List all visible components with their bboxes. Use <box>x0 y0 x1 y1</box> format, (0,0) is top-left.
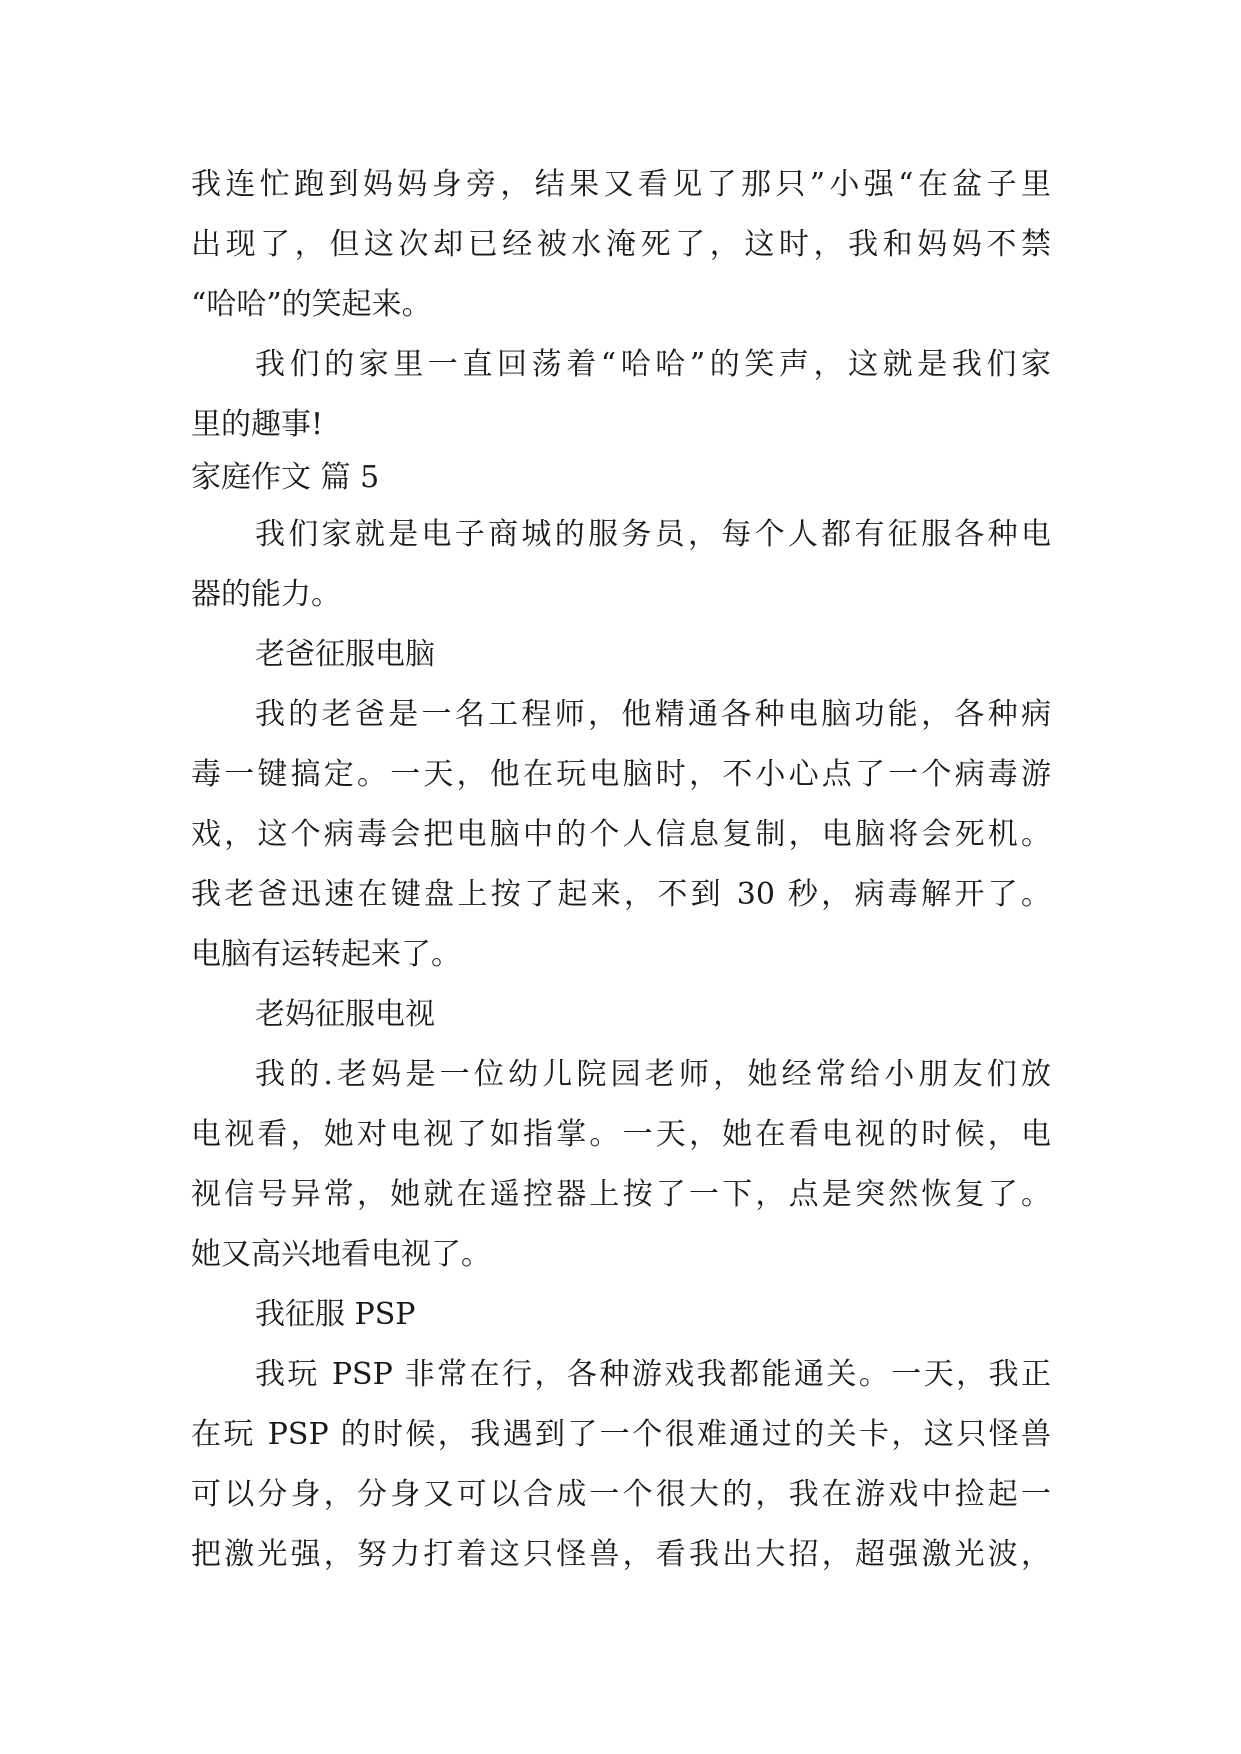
text-line: 在玩 PSP 的时候，我遇到了一个很难通过的关卡，这只怪兽 <box>191 1417 1051 1452</box>
paragraph-first-line: 我的.老妈是一位幼儿院园老师，她经常给小朋友们放 <box>255 1057 1051 1092</box>
subheading: 我征服 PSP <box>255 1297 416 1332</box>
paragraph-first-line: 我们家就是电子商城的服务员，每个人都有征服各种电 <box>255 517 1051 552</box>
text-line: 可以分身，分身又可以合成一个很大的，我在游戏中捡起一 <box>191 1477 1051 1512</box>
text-line: 我连忙跑到妈妈身旁，结果又看见了那只”小强“在盆子里 <box>191 167 1051 202</box>
text-line: 器的能力。 <box>191 577 341 612</box>
section-heading: 家庭作文 篇 5 <box>191 460 380 495</box>
text-line: 出现了，但这次却已经被水淹死了，这时，我和妈妈不禁 <box>191 227 1051 262</box>
text-line: 毒一键搞定。一天，他在玩电脑时，不小心点了一个病毒游 <box>191 757 1051 792</box>
text-line: 我老爸迅速在键盘上按了起来，不到 30 秒，病毒解开了。 <box>191 877 1051 912</box>
text-line: 戏，这个病毒会把电脑中的个人信息复制，电脑将会死机。 <box>191 817 1051 852</box>
subheading: 老爸征服电脑 <box>255 637 435 672</box>
subheading: 老妈征服电视 <box>255 997 435 1032</box>
text-line: 电视看，她对电视了如指掌。一天，她在看电视的时候，电 <box>191 1117 1051 1152</box>
text-line: “哈哈”的笑起来。 <box>191 287 432 322</box>
text-line: 里的趣事! <box>191 407 324 442</box>
text-line: 把激光强，努力打着这只怪兽，看我出大招，超强激光波， <box>191 1537 1051 1572</box>
paragraph-first-line: 我玩 PSP 非常在行，各种游戏我都能通关。一天，我正 <box>255 1357 1051 1392</box>
paragraph-first-line: 我的老爸是一名工程师，他精通各种电脑功能，各种病 <box>255 697 1051 732</box>
text-line: 电脑有运转起来了。 <box>191 937 461 972</box>
paragraph-first-line: 我们的家里一直回荡着“哈哈”的笑声，这就是我们家 <box>255 347 1051 382</box>
text-line: 她又高兴地看电视了。 <box>191 1237 491 1272</box>
text-line: 视信号异常，她就在遥控器上按了一下，点是突然恢复了。 <box>191 1177 1051 1212</box>
